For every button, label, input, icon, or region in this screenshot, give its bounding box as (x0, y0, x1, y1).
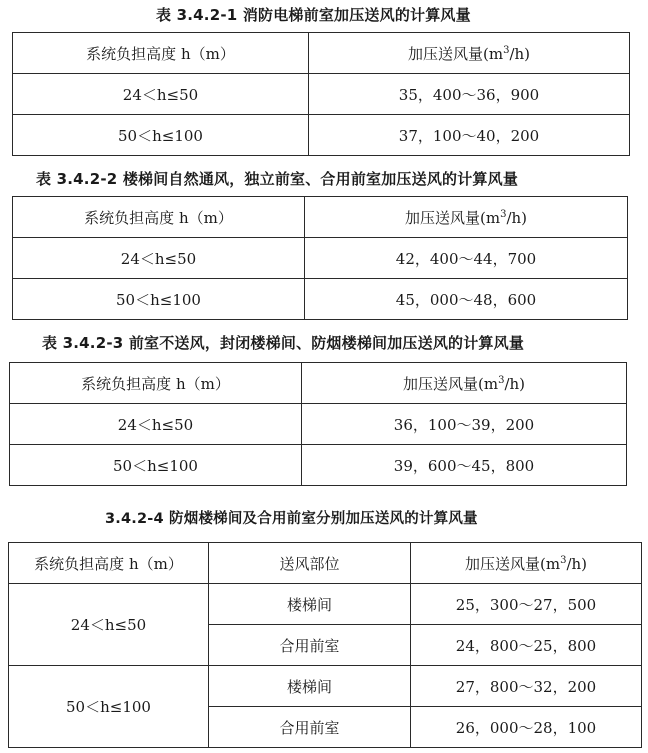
airflow-value-cell: 25，300～27，500 (411, 584, 642, 625)
table-row (13, 238, 628, 279)
table-row (13, 115, 630, 156)
location-cell: 合用前室 (209, 625, 411, 666)
location-cell: 合用前室 (209, 707, 411, 748)
table-3-caption: 表 3.4.2-3 前室不送风，封闭楼梯间、防烟楼梯间加压送风的计算风量 (42, 334, 525, 352)
header-airflow-cell (309, 33, 630, 74)
header-airflow-unit: /h) (504, 374, 526, 393)
header-height-cell: 系统负担高度 h（m） (10, 363, 302, 404)
unit-exponent: 3 (498, 374, 505, 386)
header-airflow-cell (411, 543, 642, 584)
header-airflow-text: 加压送风量(m (402, 374, 499, 393)
unit-exponent: 3 (560, 554, 567, 566)
header-height-cell: 系统负担高度 h（m） (9, 543, 209, 584)
height-range-cell: 24＜h≤50 (13, 238, 305, 279)
table-row (10, 445, 627, 486)
airflow-value-cell: 42，400～44，700 (305, 238, 628, 279)
table-header-row (13, 33, 630, 74)
airflow-value-cell: 39，600～45，800 (302, 445, 627, 486)
table-row (13, 279, 628, 320)
table-header-row (10, 363, 627, 404)
airflow-value-cell: 26，000～28，100 (411, 707, 642, 748)
table-row (13, 74, 630, 115)
table-2 (12, 196, 628, 320)
header-airflow-cell (305, 197, 628, 238)
header-height-cell: 系统负担高度 h（m） (13, 197, 305, 238)
header-airflow-text: 加压送风量(m (407, 44, 504, 63)
unit-exponent: 3 (503, 44, 510, 56)
airflow-value-cell: 37，100～40，200 (309, 115, 630, 156)
height-range-cell: 24＜h≤50 (9, 584, 209, 666)
table-row (9, 666, 642, 707)
airflow-value-cell: 24，800～25，800 (411, 625, 642, 666)
airflow-value-cell: 35，400～36，900 (309, 74, 630, 115)
height-range-cell: 50＜h≤100 (9, 666, 209, 748)
height-range-cell: 50＜h≤100 (13, 115, 309, 156)
header-airflow-unit: /h) (566, 554, 588, 573)
airflow-value-cell: 27，800～32，200 (411, 666, 642, 707)
table-row (10, 404, 627, 445)
header-airflow-text: 加压送风量(m (464, 554, 561, 573)
header-airflow-unit: /h) (509, 44, 531, 63)
height-range-cell: 50＜h≤100 (10, 445, 302, 486)
header-location-cell: 送风部位 (209, 543, 411, 584)
table-4-caption: 3.4.2-4 防烟楼梯间及合用前室分别加压送风的计算风量 (105, 511, 478, 527)
location-cell: 楼梯间 (209, 584, 411, 625)
location-cell: 楼梯间 (209, 666, 411, 707)
airflow-value-cell: 36，100～39，200 (302, 404, 627, 445)
header-airflow-unit: /h) (506, 208, 528, 227)
unit-exponent: 3 (500, 208, 507, 220)
height-range-cell: 24＜h≤50 (13, 74, 309, 115)
table-1-caption: 表 3.4.2-1 消防电梯前室加压送风的计算风量 (156, 6, 471, 24)
table-4 (8, 542, 642, 748)
table-header-row (13, 197, 628, 238)
table-3 (9, 362, 627, 486)
header-height-cell: 系统负担高度 h（m） (13, 33, 309, 74)
table-row (9, 584, 642, 625)
table-2-caption: 表 3.4.2-2 楼梯间自然通风，独立前室、合用前室加压送风的计算风量 (36, 170, 519, 188)
height-range-cell: 50＜h≤100 (13, 279, 305, 320)
table-header-row (9, 543, 642, 584)
airflow-value-cell: 45，000～48，600 (305, 279, 628, 320)
table-1 (12, 32, 630, 156)
header-airflow-cell (302, 363, 627, 404)
height-range-cell: 24＜h≤50 (10, 404, 302, 445)
header-airflow-text: 加压送风量(m (404, 208, 501, 227)
